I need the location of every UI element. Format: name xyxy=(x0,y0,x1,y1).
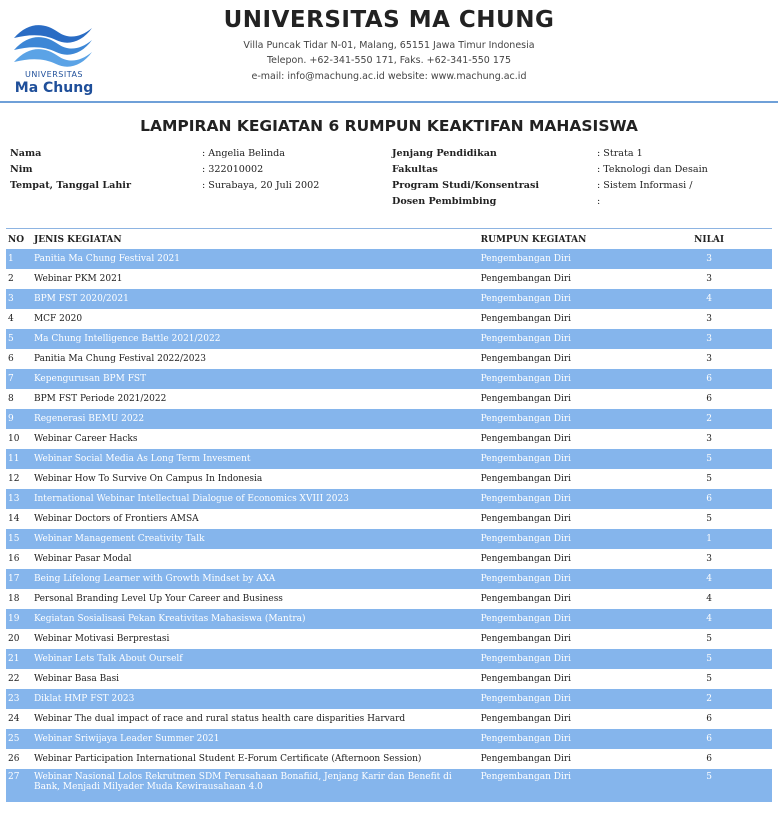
table-row xyxy=(6,489,772,509)
cell-nilai: 2 xyxy=(646,689,772,709)
cell-rumpun: Pengembangan Diri xyxy=(480,434,572,444)
table-row xyxy=(6,329,772,349)
cell-jenis: Webinar PKM 2021 xyxy=(33,274,123,284)
table-row xyxy=(6,529,772,549)
fakultas-label: Fakultas xyxy=(392,164,438,175)
letterhead xyxy=(0,0,778,102)
cell-nilai: 5 xyxy=(706,674,713,684)
table-divider xyxy=(6,228,772,229)
cell-nilai: 3 xyxy=(706,434,713,444)
cell-rumpun: Pengembangan Diri xyxy=(481,489,647,509)
cell-no: 3 xyxy=(6,289,34,309)
cell-no: 7 xyxy=(6,369,34,389)
table-row xyxy=(6,249,772,269)
dosen-value: : xyxy=(597,196,601,207)
ttl-label: Tempat, Tanggal Lahir xyxy=(10,180,131,191)
cell-rumpun: Pengembangan Diri xyxy=(481,409,647,429)
cell-no: 22 xyxy=(8,674,20,684)
cell-nilai: 6 xyxy=(706,714,713,724)
cell-rumpun: Pengembangan Diri xyxy=(481,249,647,269)
cell-nilai: 5 xyxy=(646,449,772,469)
cell-nilai: 5 xyxy=(706,634,713,644)
header-divider xyxy=(0,101,778,103)
cell-jenis: Being Lifelong Learner with Growth Mindset by AXA xyxy=(34,569,481,589)
cell-jenis: Webinar Career Hacks xyxy=(33,434,138,444)
cell-rumpun: Pengembangan Diri xyxy=(481,729,647,749)
cell-no: 5 xyxy=(6,329,34,349)
cell-rumpun: Pengembangan Diri xyxy=(481,369,647,389)
cell-no: 16 xyxy=(8,554,20,564)
cell-no: 26 xyxy=(8,754,20,764)
cell-jenis: Regenerasi BEMU 2022 xyxy=(34,409,481,429)
university-name: UNIVERSITAS MA CHUNG xyxy=(223,7,555,33)
cell-no: 21 xyxy=(6,649,34,669)
cell-rumpun: Pengembangan Diri xyxy=(480,554,572,564)
cell-nilai: 5 xyxy=(706,474,713,484)
cell-nilai: 4 xyxy=(706,594,713,604)
cell-nilai: 4 xyxy=(646,569,772,589)
nim-value: : 322010002 xyxy=(202,164,264,175)
cell-rumpun: Pengembangan Diri xyxy=(480,634,572,644)
cell-no: 23 xyxy=(6,689,34,709)
cell-nilai: 5 xyxy=(646,769,772,802)
cell-rumpun: Pengembangan Diri xyxy=(480,274,572,284)
cell-jenis: Panitia Ma Chung Festival 2021 xyxy=(34,249,481,269)
cell-rumpun: Pengembangan Diri xyxy=(480,474,572,484)
cell-no: 27 xyxy=(6,769,34,802)
cell-nilai: 6 xyxy=(646,369,772,389)
cell-no: 15 xyxy=(6,529,34,549)
cell-rumpun: Pengembangan Diri xyxy=(481,769,647,802)
table-row xyxy=(6,269,772,289)
cell-rumpun: Pengembangan Diri xyxy=(480,394,572,404)
table-row xyxy=(6,669,772,689)
cell-rumpun: Pengembangan Diri xyxy=(481,529,647,549)
cell-no: 19 xyxy=(6,609,34,629)
cell-jenis: Webinar Participation International Student E-Forum Certificate (Afternoon Session) xyxy=(33,754,422,764)
cell-jenis: Webinar Lets Talk About Ourself xyxy=(34,649,481,669)
table-row xyxy=(6,389,772,409)
cell-rumpun: Pengembangan Diri xyxy=(480,514,572,524)
cell-no: 18 xyxy=(8,594,20,604)
cell-jenis: Panitia Ma Chung Festival 2022/2023 xyxy=(33,354,206,364)
cell-nilai: 4 xyxy=(646,289,772,309)
table-row xyxy=(6,309,772,329)
cell-rumpun: Pengembangan Diri xyxy=(480,314,572,324)
cell-rumpun: Pengembangan Diri xyxy=(480,754,572,764)
header-rumpun: RUMPUN KEGIATAN xyxy=(480,235,587,245)
cell-nilai: 5 xyxy=(646,649,772,669)
header-no: NO xyxy=(8,235,25,245)
cell-jenis: Ma Chung Intelligence Battle 2021/2022 xyxy=(34,329,481,349)
cell-no: 20 xyxy=(8,634,20,644)
table-row xyxy=(6,589,772,609)
header-jenis: JENIS KEGIATAN xyxy=(33,235,122,245)
university-phone: Telepon. +62-341-550 171, Faks. +62-341-550 175 xyxy=(266,55,511,66)
cell-rumpun: Pengembangan Diri xyxy=(481,289,647,309)
jenjang-label: Jenjang Pendidikan xyxy=(392,148,497,159)
cell-rumpun: Pengembangan Diri xyxy=(481,449,647,469)
table-row xyxy=(6,749,772,769)
cell-nilai: 6 xyxy=(706,394,713,404)
cell-jenis: Webinar How To Survive On Campus In Indonesia xyxy=(33,474,263,484)
cell-no: 25 xyxy=(6,729,34,749)
table-row xyxy=(6,629,772,649)
cell-nilai: 6 xyxy=(706,754,713,764)
cell-no: 24 xyxy=(8,714,20,724)
university-contact: e-mail: info@machung.ac.id website: www.machung.ac.id xyxy=(251,71,527,82)
table-header-row xyxy=(6,231,772,249)
cell-no: 9 xyxy=(6,409,34,429)
table-row xyxy=(6,729,772,749)
cell-no: 13 xyxy=(6,489,34,509)
cell-rumpun: Pengembangan Diri xyxy=(480,594,572,604)
cell-rumpun: Pengembangan Diri xyxy=(481,649,647,669)
dosen-label: Dosen Pembimbing xyxy=(392,196,497,207)
cell-nilai: 2 xyxy=(646,409,772,429)
table-row xyxy=(6,429,772,449)
logo-text-universitas: UNIVERSITAS xyxy=(24,70,84,79)
fakultas-value: : Teknologi dan Desain xyxy=(597,164,708,175)
table-row xyxy=(6,689,772,709)
cell-nilai: 3 xyxy=(706,354,713,364)
cell-jenis: BPM FST 2020/2021 xyxy=(34,289,481,309)
logo-text-machung: Ma Chung xyxy=(14,80,94,96)
cell-jenis: BPM FST Periode 2021/2022 xyxy=(33,394,167,404)
table-row xyxy=(6,509,772,529)
cell-rumpun: Pengembangan Diri xyxy=(481,689,647,709)
table-row xyxy=(6,409,772,429)
nim-label: Nim xyxy=(10,164,33,175)
cell-no: 17 xyxy=(6,569,34,589)
cell-nilai: 3 xyxy=(706,554,713,564)
table-row xyxy=(6,289,772,309)
cell-jenis: Personal Branding Level Up Your Career and Business xyxy=(33,594,283,604)
cell-no: 1 xyxy=(6,249,34,269)
cell-jenis: Webinar Social Media As Long Term Invesment xyxy=(34,449,481,469)
cell-no: 8 xyxy=(8,394,14,404)
cell-rumpun: Pengembangan Diri xyxy=(480,354,572,364)
cell-rumpun: Pengembangan Diri xyxy=(481,329,647,349)
cell-nilai: 3 xyxy=(646,249,772,269)
cell-jenis: Webinar Management Creativity Talk xyxy=(34,529,481,549)
cell-no: 14 xyxy=(8,514,20,524)
cell-no: 6 xyxy=(8,354,14,364)
table-row xyxy=(6,709,772,729)
table-row xyxy=(6,649,772,669)
table-row xyxy=(6,609,772,629)
table-row xyxy=(6,569,772,589)
prodi-value: : Sistem Informasi / xyxy=(597,180,693,191)
prodi-label: Program Studi/Konsentrasi xyxy=(392,180,540,191)
cell-nilai: 3 xyxy=(646,329,772,349)
cell-rumpun: Pengembangan Diri xyxy=(481,569,647,589)
cell-nilai: 1 xyxy=(646,529,772,549)
cell-no: 11 xyxy=(6,449,34,469)
cell-jenis: MCF 2020 xyxy=(33,314,83,324)
cell-jenis: Webinar Nasional Lolos Rekrutmen SDM Perusahaan Bonafiid, Jenjang Karir dan Benefit di Bank, Menjadi Milyader Muda Kewirausahaan 4.0 xyxy=(34,769,481,802)
cell-nilai: 3 xyxy=(706,274,713,284)
document-title: LAMPIRAN KEGIATAN 6 RUMPUN KEAKTIFAN MAHASISWA xyxy=(140,117,638,135)
cell-jenis: Webinar Pasar Modal xyxy=(33,554,132,564)
cell-jenis: Webinar The dual impact of race and rural status health care disparities Harvard xyxy=(33,714,406,724)
cell-nilai: 3 xyxy=(706,314,713,324)
activities-table xyxy=(6,231,772,802)
university-address: Villa Puncak Tidar N-01, Malang, 65151 Jawa Timur Indonesia xyxy=(243,40,535,51)
header-nilai: NILAI xyxy=(694,235,725,245)
cell-rumpun: Pengembangan Diri xyxy=(481,609,647,629)
ttl-value: : Surabaya, 20 Juli 2002 xyxy=(202,180,320,191)
table-row xyxy=(6,469,772,489)
cell-no: 4 xyxy=(8,314,14,324)
nama-label: Nama xyxy=(10,148,42,159)
cell-nilai: 4 xyxy=(646,609,772,629)
cell-no: 12 xyxy=(8,474,20,484)
table-row xyxy=(6,769,772,802)
cell-jenis: Webinar Motivasi Berprestasi xyxy=(33,634,170,644)
nama-value: : Angelia Belinda xyxy=(202,148,286,159)
cell-jenis: Webinar Basa Basi xyxy=(33,674,120,684)
cell-no: 2 xyxy=(8,274,14,284)
cell-jenis: Kepengurusan BPM FST xyxy=(34,369,481,389)
cell-jenis: Webinar Doctors of Frontiers AMSA xyxy=(33,514,199,524)
table-row xyxy=(6,449,772,469)
cell-jenis: Kegiatan Sosialisasi Pekan Kreativitas Mahasiswa (Mantra) xyxy=(34,609,481,629)
table-row xyxy=(6,349,772,369)
cell-jenis: Webinar Sriwijaya Leader Summer 2021 xyxy=(34,729,481,749)
cell-jenis: International Webinar Intellectual Dialogue of Economics XVIII 2023 xyxy=(34,489,481,509)
table-row xyxy=(6,549,772,569)
cell-rumpun: Pengembangan Diri xyxy=(480,714,572,724)
cell-rumpun: Pengembangan Diri xyxy=(480,674,572,684)
cell-jenis: Diklat HMP FST 2023 xyxy=(34,689,481,709)
cell-nilai: 6 xyxy=(646,729,772,749)
cell-no: 10 xyxy=(8,434,20,444)
cell-nilai: 6 xyxy=(646,489,772,509)
table-row xyxy=(6,369,772,389)
cell-nilai: 5 xyxy=(706,514,713,524)
jenjang-value: : Strata 1 xyxy=(597,148,643,159)
